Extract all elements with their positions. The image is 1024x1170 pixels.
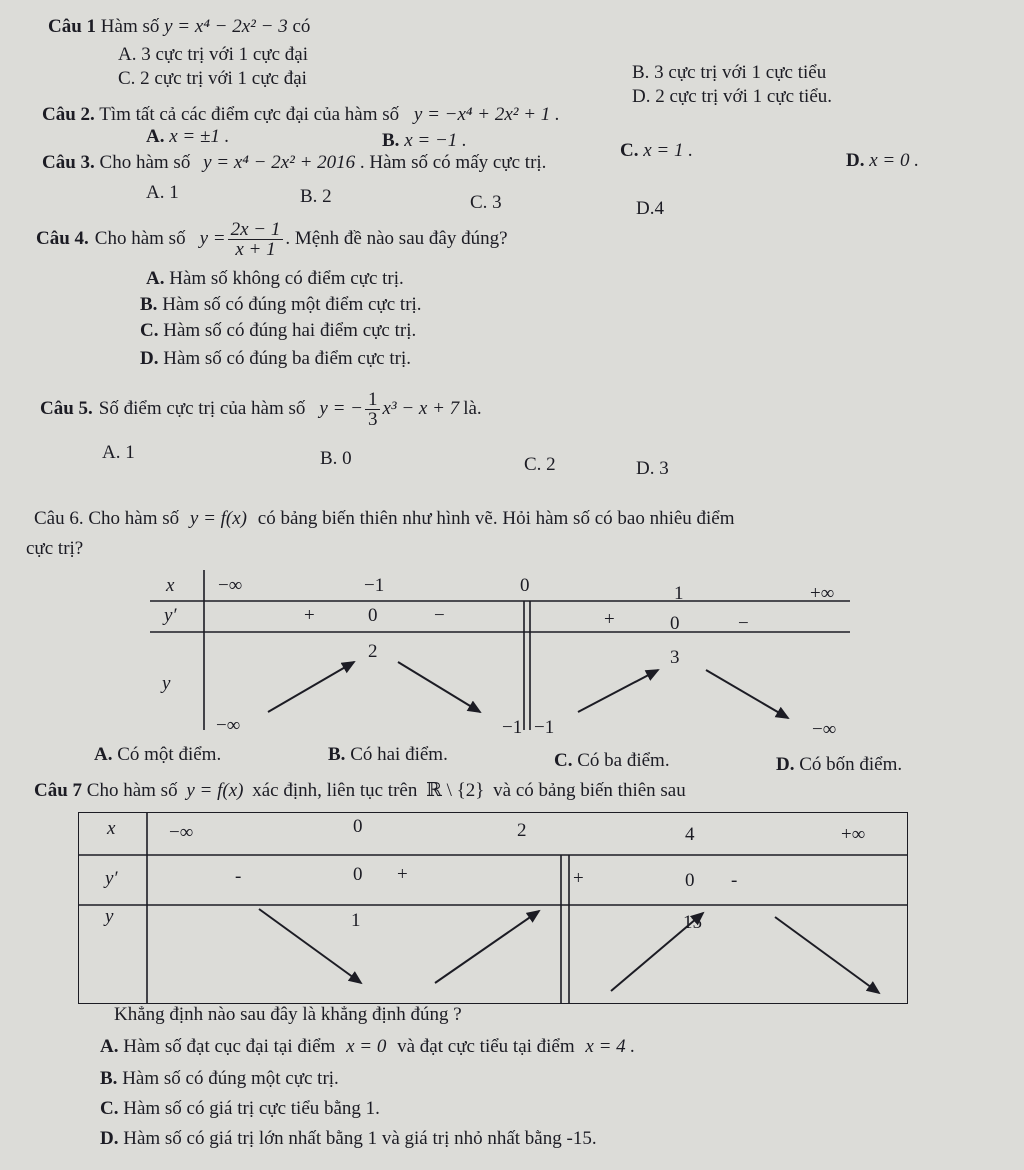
question-7-option-a-value-max: x = 0	[346, 1036, 387, 1057]
question-4-option-b-letter: B.	[140, 294, 158, 315]
question-5-text: Số điểm cực trị của hàm số	[98, 398, 306, 419]
question-5-label: Câu 5.	[40, 398, 93, 419]
q6-y-value: −∞	[812, 719, 837, 740]
question-6-stem-continuation: cực trị?	[26, 538, 84, 559]
question-4-option-b-text: Hàm số có đúng một điểm cực trị.	[162, 294, 422, 315]
question-7-stem	[34, 780, 686, 802]
question-4-option-d	[140, 348, 411, 370]
question-1-option-c: C. 2 cực trị với 1 cực đại	[118, 68, 307, 89]
question-3-option-d: D.4	[636, 198, 664, 219]
q7-yprime-sign: -	[731, 870, 738, 891]
question-6-option-a-text: Có một điểm.	[117, 744, 222, 765]
q7-yprime-sign: +	[573, 868, 584, 889]
question-7-option-a-text: Hàm số đạt cục đại tại điểm	[123, 1036, 336, 1057]
question-4-option-d-letter: D.	[140, 348, 159, 369]
question-4-option-c-letter: C.	[140, 320, 159, 341]
question-4-fraction-denominator: x + 1	[235, 238, 276, 260]
question-7-label: Câu 7	[34, 780, 83, 801]
question-5-stem	[40, 386, 482, 432]
question-7-option-c	[100, 1098, 380, 1120]
question-2-option-a	[146, 126, 229, 148]
question-3-option-b: B. 2	[300, 186, 332, 207]
question-1-option-d: D. 2 cực trị với 1 cực tiểu.	[632, 86, 833, 107]
question-1-option-a: A. 3 cực trị với 1 cực đại	[118, 44, 308, 65]
question-6-option-b-letter: B.	[328, 744, 346, 765]
question-2-function: y = −x⁴ + 2x² + 1 .	[413, 104, 560, 125]
q6-x-value: 0	[520, 575, 530, 596]
q7-yprime-sign: 0	[685, 870, 695, 891]
q6-yprime-sign: 0	[670, 613, 680, 634]
q6-x-value: −1	[364, 575, 385, 596]
question-3-function: y = x⁴ − 2x² + 2016	[203, 152, 356, 173]
q7-row-label-y: y	[105, 906, 114, 927]
question-1-text: Hàm số	[100, 16, 160, 37]
variation-table-q7-lines	[79, 813, 907, 1003]
question-5-fraction	[365, 390, 381, 429]
q6-y-value: 3	[670, 647, 680, 668]
q7-yprime-sign: -	[235, 866, 242, 887]
question-6-stem	[34, 508, 735, 530]
question-5-fraction-numerator: 1	[365, 390, 381, 410]
question-6-label: Câu 6.	[34, 508, 84, 529]
question-7-option-a-text-2: và đạt cực tiểu tại điểm	[397, 1036, 575, 1057]
question-7-text: Cho hàm số	[86, 780, 178, 801]
question-5-option-c: C. 2	[524, 454, 556, 475]
variation-table-q7	[78, 812, 908, 1004]
q6-row-label-x: x	[166, 575, 175, 596]
question-7-option-a	[100, 1036, 635, 1058]
question-2-option-b	[382, 130, 467, 152]
question-6-function: y = f(x)	[189, 508, 248, 529]
q6-row-label-yprime: y′	[164, 605, 177, 626]
question-6-text: Cho hàm số	[88, 508, 180, 529]
question-7-text-end: và có bảng biến thiên sau	[493, 780, 686, 801]
question-2-option-a-letter: A.	[146, 126, 165, 147]
question-3-label: Câu 3.	[42, 152, 95, 173]
q6-yprime-sign: −	[434, 605, 445, 626]
question-4-function-lhs: y =	[199, 228, 226, 249]
q7-x-value: 4	[685, 824, 695, 845]
question-1-stem	[48, 16, 310, 38]
variation-table-q6-lines	[150, 570, 860, 740]
question-4-fraction	[228, 220, 284, 259]
question-4-text-end: . Mệnh đề nào sau đây đúng?	[285, 228, 508, 249]
question-7-option-b-text: Hàm số có đúng một cực trị.	[122, 1068, 339, 1089]
question-7-option-d-text: Hàm số có giá trị lớn nhất bằng 1 và giá trị nhỏ nhất bằng -15.	[123, 1128, 597, 1149]
q6-x-value: −∞	[218, 575, 243, 596]
question-3-option-a: A. 1	[146, 182, 179, 203]
question-4-option-d-text: Hàm số có đúng ba điểm cực trị.	[163, 348, 411, 369]
q6-row-label-y: y	[162, 673, 171, 694]
question-7-option-a-value-min: x = 4 .	[585, 1036, 636, 1057]
q7-yprime-sign: +	[397, 864, 408, 885]
question-6-text-mid: có bảng biến thiên như hình vẽ. Hỏi hàm số có bao nhiêu điểm	[257, 508, 735, 529]
question-4-option-a-text: Hàm số không có điểm cực trị.	[169, 268, 404, 289]
question-1-label: Câu 1	[48, 16, 97, 37]
question-6-option-a	[94, 744, 221, 766]
question-2-option-c-text: x = 1 .	[643, 140, 693, 161]
q6-yprime-sign: +	[304, 605, 315, 626]
question-7-option-b-letter: B.	[100, 1068, 118, 1089]
q6-y-value: −1	[502, 717, 523, 738]
q6-x-value: +∞	[810, 583, 835, 604]
question-5-option-d: D. 3	[636, 458, 669, 479]
question-4-text: Cho hàm số	[94, 228, 186, 249]
question-2-stem	[42, 104, 560, 126]
question-6-option-d-letter: D.	[776, 754, 795, 775]
question-2-label: Câu 2.	[42, 104, 95, 125]
q7-x-value: 2	[517, 820, 527, 841]
question-1-function: y = x⁴ − 2x² − 3	[164, 16, 288, 37]
question-6-option-c	[554, 750, 670, 772]
q6-y-value: 2	[368, 641, 378, 662]
question-3-option-c: C. 3	[470, 192, 502, 213]
question-6-option-a-letter: A.	[94, 744, 113, 765]
question-6-option-c-text: Có ba điểm.	[577, 750, 670, 771]
q7-y-value: 15	[683, 912, 702, 933]
question-1-text-end: có	[292, 16, 311, 37]
question-2-option-b-text: x = −1 .	[404, 130, 467, 151]
question-3-stem	[42, 152, 546, 174]
question-2-option-a-text: x = ±1 .	[169, 126, 230, 147]
question-4-stem	[36, 216, 508, 262]
question-3-text-end: . Hàm số có mấy cực trị.	[359, 152, 547, 173]
question-7-domain: ℝ \ {2}	[426, 780, 485, 801]
question-6-option-d	[776, 754, 902, 776]
question-2-option-c-letter: C.	[620, 140, 639, 161]
question-7-option-d-letter: D.	[100, 1128, 119, 1149]
question-4-option-c	[140, 320, 416, 342]
question-4-fraction-numerator: 2x − 1	[228, 220, 284, 240]
question-6-option-c-letter: C.	[554, 750, 573, 771]
question-5-function-rest: x³ − x + 7	[382, 398, 460, 419]
question-3-text: Cho hàm số	[99, 152, 191, 173]
question-5-text-end: là.	[463, 398, 482, 419]
question-6-option-b	[328, 744, 448, 766]
question-7-option-d	[100, 1128, 597, 1150]
q7-x-value: +∞	[841, 824, 866, 845]
question-7-prompt: Khẳng định nào sau đây là khẳng định đúng ?	[114, 1004, 462, 1025]
q7-x-value: −∞	[169, 822, 194, 843]
question-6-option-d-text: Có bốn điểm.	[799, 754, 903, 775]
question-4-option-a	[146, 268, 404, 290]
q7-x-value: 0	[353, 816, 363, 837]
q6-x-value: 1	[674, 583, 684, 604]
question-7-option-a-letter: A.	[100, 1036, 119, 1057]
q6-yprime-sign: 0	[368, 605, 378, 626]
question-2-option-c	[620, 140, 693, 162]
question-1-option-b: B. 3 cực trị với 1 cực tiểu	[632, 62, 827, 83]
question-5-function-lhs: y = −	[319, 398, 363, 419]
q7-row-label-yprime: y′	[105, 868, 118, 889]
question-5-option-b: B. 0	[320, 448, 352, 469]
question-4-option-c-text: Hàm số có đúng hai điểm cực trị.	[163, 320, 417, 341]
question-7-function: y = f(x)	[186, 780, 244, 801]
question-7-option-c-letter: C.	[100, 1098, 119, 1119]
q7-yprime-sign: 0	[353, 864, 363, 885]
q6-yprime-sign: +	[604, 609, 615, 630]
q7-row-label-x: x	[107, 818, 116, 839]
question-5-fraction-denominator: 3	[367, 408, 378, 430]
question-2-option-d-letter: D.	[846, 150, 865, 171]
q6-y-value: −1	[534, 717, 555, 738]
q6-y-value: −∞	[216, 715, 241, 736]
question-7-option-c-text: Hàm số có giá trị cực tiểu bằng 1.	[123, 1098, 380, 1119]
question-2-option-d	[846, 150, 919, 172]
variation-table-q6	[150, 570, 860, 740]
question-4-option-b	[140, 294, 422, 316]
q7-y-value: 1	[351, 910, 361, 931]
question-2-text: Tìm tất cả các điểm cực đại của hàm số	[99, 104, 400, 125]
question-4-label: Câu 4.	[36, 228, 89, 249]
q6-yprime-sign: −	[738, 613, 749, 634]
question-4-option-a-letter: A.	[146, 268, 165, 289]
question-6-option-b-text: Có hai điểm.	[350, 744, 448, 765]
question-5-option-a: A. 1	[102, 442, 135, 463]
question-7-text-mid: xác định, liên tục trên	[252, 780, 418, 801]
question-2-option-d-text: x = 0 .	[869, 150, 919, 171]
question-2-option-b-letter: B.	[382, 130, 400, 151]
question-7-option-b	[100, 1068, 339, 1090]
